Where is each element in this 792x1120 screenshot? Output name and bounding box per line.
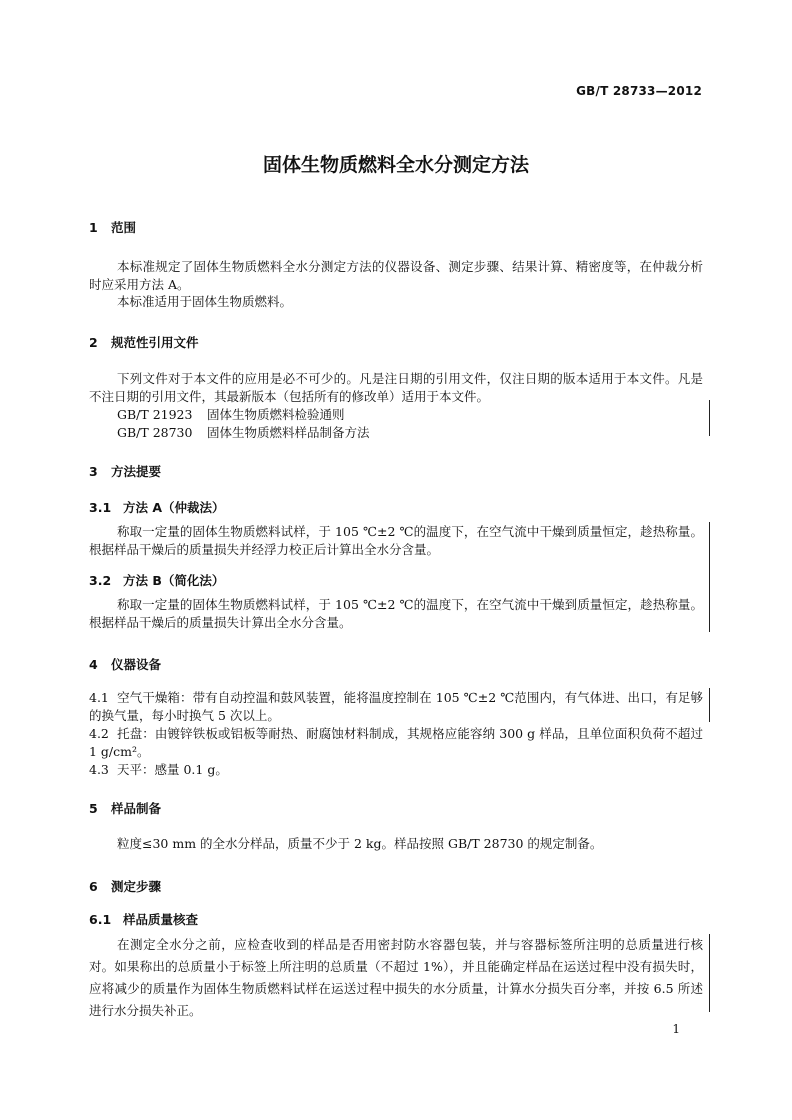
subsection-3-2-heading — [89, 571, 224, 589]
equipment-item — [89, 761, 703, 779]
subsection-title: 方法 B（简化法） — [123, 573, 225, 588]
subsection-3-2-text: 称取一定量的固体生物质燃料试样，于 105 ℃±2 ℃的温度下，在空气流中干燥到质量恒定，趁热称量。根据样品干燥后的质量损失计算出全水分含量。 — [89, 597, 703, 630]
reference-title: 固体生物质燃料样品制备方法 — [207, 425, 370, 440]
section-5-paragraph-1: 粒度≤30 mm 的全水分样品，质量不少于 2 kg。样品按照 GB/T 28730 的规定制备。 — [117, 836, 603, 851]
reference-code: GB/T 21923 — [117, 407, 193, 422]
subsection-number: 3.2 — [89, 573, 112, 588]
subsection-6-1-text: 在测定全水分之前，应检查收到的样品是否用密封防水容器包装，并与容器标签所注明的总质量进行核对。如果称出的总质量小于标签上所注明的总质量（不超过 1%），并且能确定样品在运送过程中没有损失时，应将减少的质量作为固体生物质燃料试样在运送过程中损失的水分质量，计算水分损失百分率，并按 6.5 所述进行水分损失补正。 — [89, 937, 703, 1018]
section-number: 2 — [89, 335, 98, 350]
reference-item — [117, 423, 370, 441]
change-bar — [709, 522, 710, 632]
section-title: 仪器设备 — [111, 657, 162, 672]
section-title: 规范性引用文件 — [111, 335, 199, 350]
subsection-6-1-heading — [89, 910, 198, 928]
item-text: 空气干燥箱：带有自动控温和鼓风装置，能将温度控制在 105 ℃±2 ℃范围内，有气体进、出口，有足够的换气量，每小时换气 5 次以上。 — [89, 690, 703, 723]
item-number: 4.1 — [89, 690, 109, 705]
section-1-paragraph-1: 本标准规定了固体生物质燃料全水分测定方法的仪器设备、测定步骤、结果计算、精密度等，在仲裁分析时应采用方法 A。 — [89, 259, 703, 292]
change-bar — [709, 400, 710, 436]
change-bar — [709, 934, 710, 1012]
section-1-heading — [89, 218, 136, 236]
section-title: 范围 — [111, 220, 137, 235]
document-title: 固体生物质燃料全水分测定方法 — [262, 154, 529, 176]
section-number: 5 — [89, 801, 98, 816]
change-bar — [709, 688, 710, 722]
section-title: 测定步骤 — [111, 879, 162, 894]
section-number: 6 — [89, 879, 98, 894]
item-number: 4.2 — [89, 726, 109, 741]
subsection-title: 样品质量核查 — [123, 912, 199, 927]
subsection-3-1-heading — [89, 498, 225, 516]
reference-item — [117, 405, 345, 423]
item-text: 天平：感量 0.1 g。 — [117, 762, 228, 777]
item-number: 4.3 — [89, 762, 109, 777]
section-title: 样品制备 — [111, 801, 162, 816]
reference-title: 固体生物质燃料检验通则 — [207, 407, 345, 422]
subsection-3-1-text: 称取一定量的固体生物质燃料试样，于 105 ℃±2 ℃的温度下，在空气流中干燥到质量恒定，趁热称量。根据样品干燥后的质量损失并经浮力校正后计算出全水分含量。 — [89, 524, 703, 557]
section-6-heading — [89, 877, 161, 895]
section-number: 3 — [89, 464, 98, 479]
section-number: 1 — [89, 220, 98, 235]
subsection-number: 3.1 — [89, 500, 112, 515]
section-4-heading — [89, 655, 161, 673]
section-5-heading — [89, 799, 161, 817]
section-3-heading — [89, 462, 161, 480]
equipment-item — [89, 689, 703, 725]
section-title: 方法提要 — [111, 464, 162, 479]
subsection-title: 方法 A（仲裁法） — [123, 500, 225, 515]
section-2-heading — [89, 333, 199, 351]
section-2-paragraph-1: 下列文件对于本文件的应用是必不可少的。凡是注日期的引用文件，仅注日期的版本适用于本文件。凡是不注日期的引用文件，其最新版本（包括所有的修改单）适用于本文件。 — [89, 371, 703, 404]
subsection-number: 6.1 — [89, 912, 112, 927]
section-1-paragraph-2: 本标准适用于固体生物质燃料。 — [117, 294, 293, 309]
item-text: 托盘：由镀锌铁板或铝板等耐热、耐腐蚀材料制成，其规格应能容纳 300 g 样品，且单位面积负荷不超过 1 g/cm²。 — [89, 726, 703, 759]
section-number: 4 — [89, 657, 98, 672]
page-number: 1 — [672, 1022, 680, 1036]
standard-number: GB/T 28733—2012 — [576, 84, 702, 98]
reference-code: GB/T 28730 — [117, 425, 193, 440]
equipment-item — [89, 725, 703, 761]
